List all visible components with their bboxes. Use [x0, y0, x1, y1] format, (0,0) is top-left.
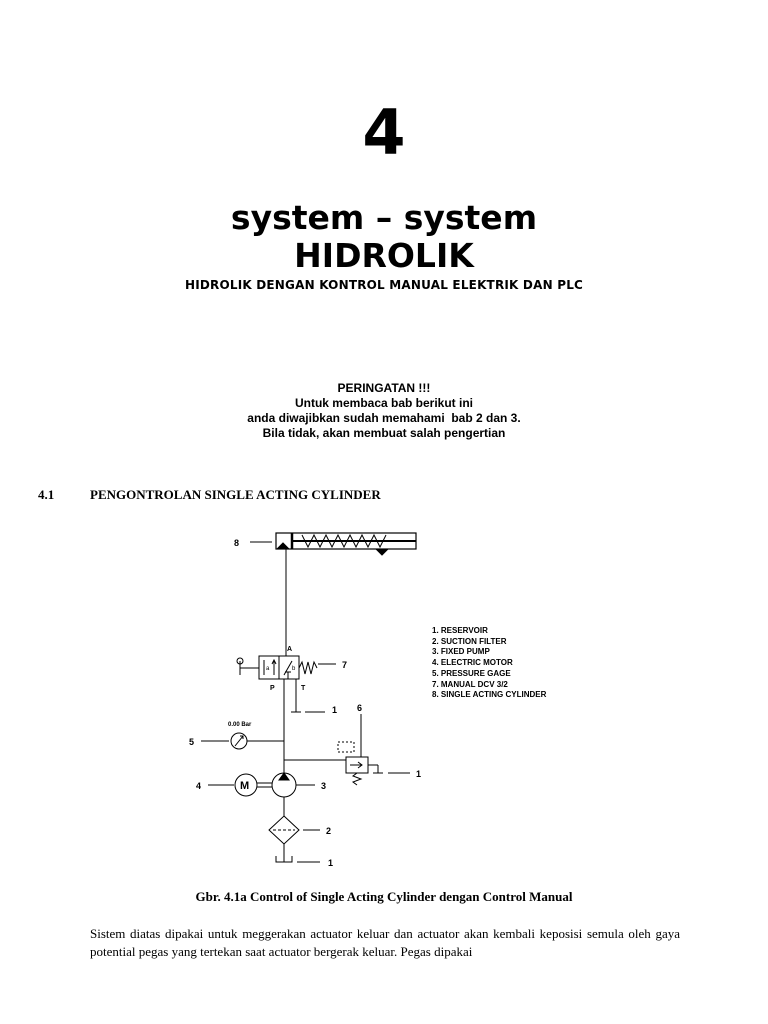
warning-line: anda diwajibkan sudah memahami bab 2 dan 3.: [247, 411, 521, 425]
single-acting-cylinder-symbol: [276, 533, 416, 555]
label-reservoir: 1: [328, 858, 334, 868]
legend-item: 4. ELECTRIC MOTOR: [432, 658, 513, 668]
relief-branch-line: [284, 760, 346, 763]
section-heading: [38, 487, 381, 503]
legend-item: 5. PRESSURE GAGE: [432, 668, 511, 678]
warning-heading: PERINGATAN !!!: [337, 381, 431, 395]
legend-item: 1. RESERVOIR: [432, 626, 488, 635]
gauge-reading: 0.00 Bar: [228, 722, 252, 728]
fixed-pump-symbol: [272, 773, 296, 797]
warning-box: [0, 381, 768, 441]
warning-line: Bila tidak, akan membuat salah pengertian: [262, 426, 506, 440]
label-filter: 2: [326, 826, 332, 836]
label-port-p: P: [270, 685, 275, 692]
section-number: 4.1: [38, 487, 55, 502]
suction-filter-symbol: [269, 816, 299, 844]
legend-item: 8. SINGLE ACTING CYLINDER: [432, 690, 547, 700]
label-relief-tank: 1: [416, 769, 422, 779]
label-pos-a: a: [266, 666, 270, 672]
chapter-subtitle: HIDROLIK DENGAN KONTROL MANUAL ELEKTRIK DAN PLC: [184, 278, 584, 292]
legend-item: 3. FIXED PUMP: [432, 647, 490, 657]
chapter-number: 4: [362, 96, 406, 169]
warning-line: Untuk membaca bab berikut ini: [294, 396, 474, 410]
legend-item: 2. SUCTION FILTER: [432, 636, 507, 646]
pressure-gauge-symbol: [231, 733, 247, 749]
label-relief: 6: [357, 703, 363, 713]
figure-caption: Gbr. 4.1a Control of Single Acting Cylinder dengan Control Manual: [195, 889, 573, 904]
label-pump: 3: [321, 781, 327, 791]
label-motor: 4: [196, 781, 202, 791]
label-cylinder: 8: [234, 538, 240, 548]
body-paragraph: Sistem diatas dipakai untuk meggerakan actuator keluar dan actuator akan kembali keposisi semula oleh gaya potential pegas yang tertekan saat actuator bergerak keluar. Pegas dipakai: [90, 926, 680, 959]
label-port-t: T: [301, 685, 306, 692]
chapter-title-line1: system – system: [230, 198, 538, 237]
electric-motor-symbol: [235, 774, 257, 796]
label-pos-b: b: [292, 666, 296, 672]
label-port-a: A: [287, 646, 293, 653]
label-valve: 7: [342, 660, 348, 670]
svg-text:M: M: [240, 780, 250, 792]
label-valve-tank: 1: [332, 705, 338, 715]
label-gauge: 5: [189, 737, 195, 747]
component-legend: [432, 626, 546, 701]
chapter-title-line2: HIDROLIK: [294, 236, 474, 275]
dcv-3-2-valve-symbol: [237, 656, 317, 679]
section-title: PENGONTROLAN SINGLE ACTING CYLINDER: [90, 487, 381, 502]
legend-item: 7. MANUAL DCV 3/2: [432, 679, 508, 689]
